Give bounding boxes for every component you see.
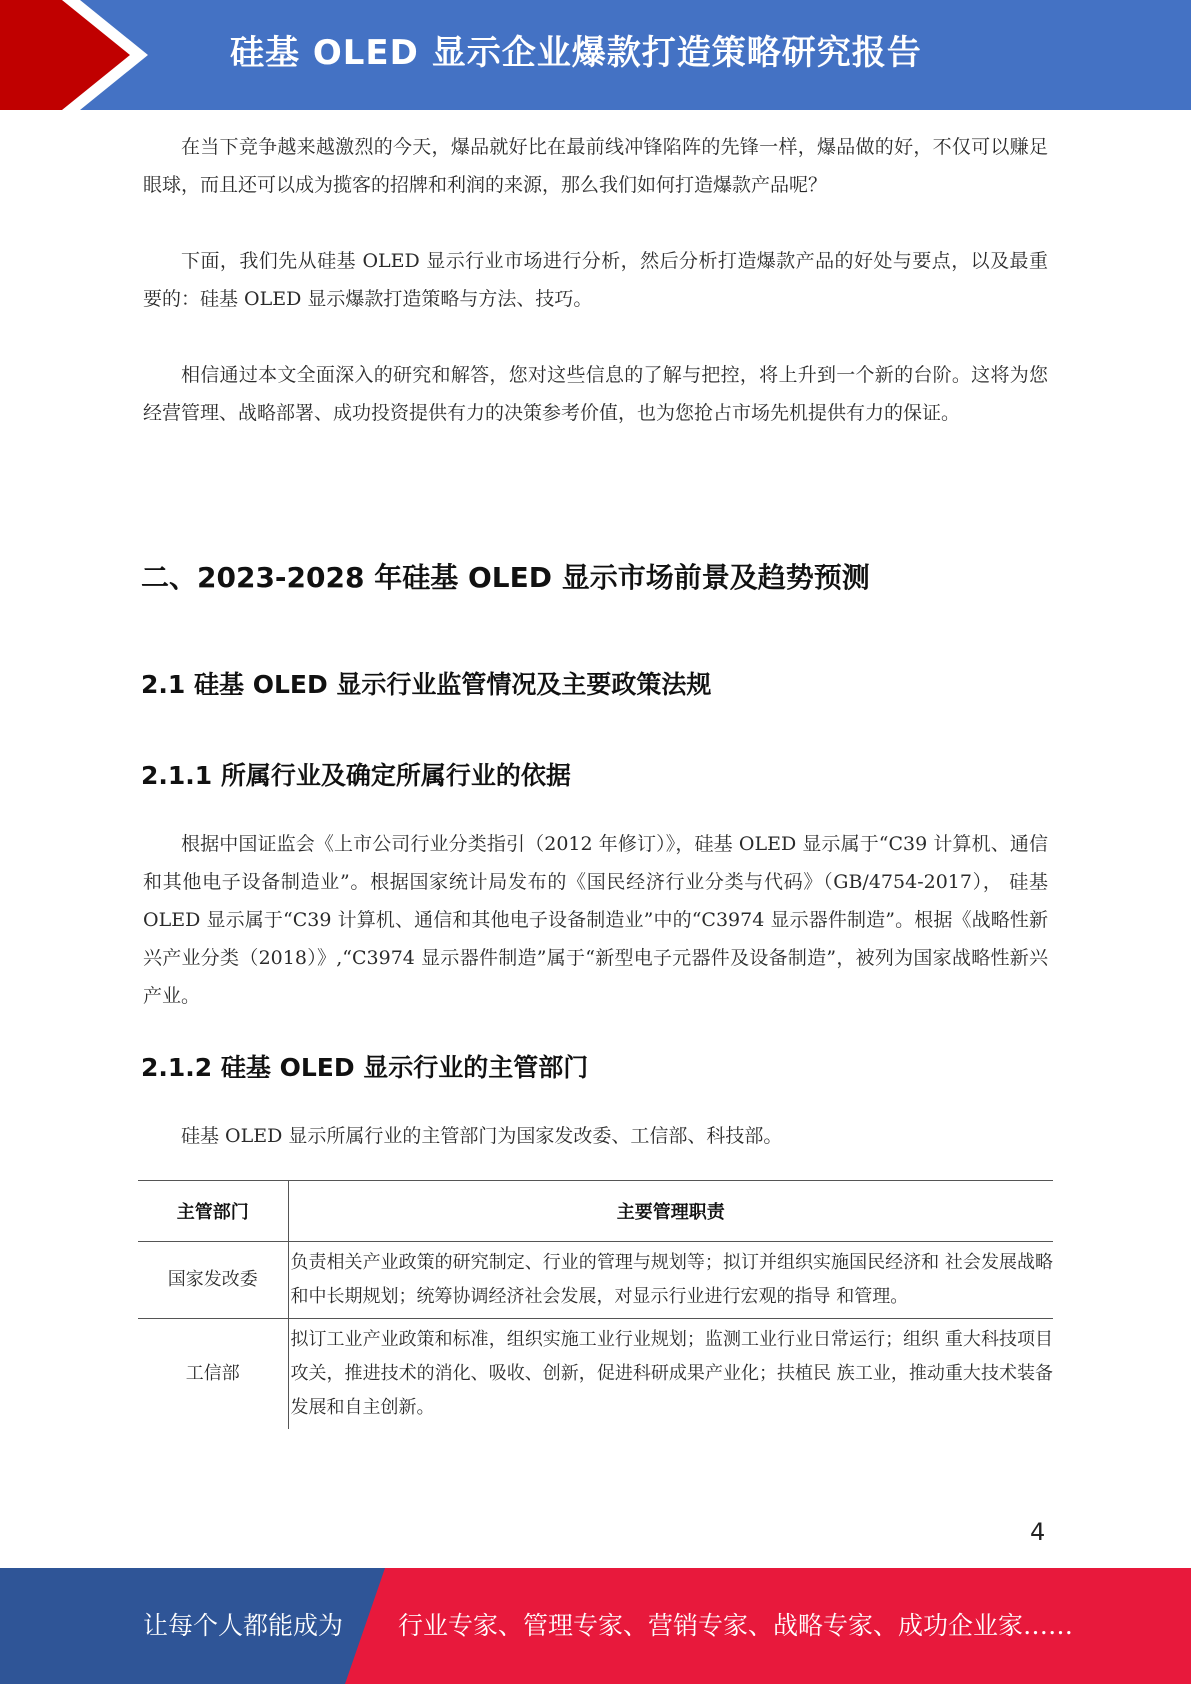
page-number: 4 [1030, 1518, 1046, 1546]
table-cell-duty: 拟订工业产业政策和标准，组织实施工业行业规划；监测工业行业日常运行；组织 重大科技项目攻关，推进技术的消化、吸收、创新，促进科研成果产业化；扶植民 族工业，推动重大技术装备发展和自主创新。 [290, 1329, 1053, 1418]
intro-paragraph-2: 下面，我们先从硅基 OLED 显示行业市场进行分析，然后分析打造爆款产品的好处与要点，以及最重要的：硅基 OLED 显示爆款打造策略与方法、技巧。 [143, 250, 1048, 310]
classification-paragraph: 根据中国证监会《上市公司行业分类指引（2012 年修订）》，硅基 OLED 显示属于“C39 计算机、通信和其他电子设备制造业”。根据国家统计局发布的《国民经济行业分类与代码》（GB/4754-2017）， 硅基 OLED 显示属于“C39 计算机、通信和其他电子设备制造业”中的“C3974 显示器件制造”。根据《战略性新兴产业分类（2018）》,“C3974 显示器件制造”属于“新型电子元器件及设备制造”，被列为国家战略性新兴产业。 [143, 833, 1048, 1007]
page-footer [0, 1568, 1191, 1684]
column-header-dept: 主管部门 [138, 1181, 288, 1242]
table-cell-dept: 国家发改委 [138, 1242, 288, 1319]
section-heading-2-1: 2.1 硅基 OLED 显示行业监管情况及主要政策法规 [141, 670, 712, 699]
table-cell-dept: 工信部 [138, 1319, 288, 1430]
footer-slogan-left: 让每个人都能成为 [143, 1611, 344, 1640]
column-header-duty: 主要管理职责 [288, 1181, 1053, 1242]
table-row [138, 1319, 1053, 1430]
header-arrow-icon [0, 0, 150, 110]
section-heading-2-1-2: 2.1.2 硅基 OLED 显示行业的主管部门 [141, 1053, 589, 1082]
section-heading-2: 二、2023-2028 年硅基 OLED 显示市场前景及趋势预测 [141, 561, 870, 594]
intro-paragraph-3: 相信通过本文全面深入的研究和解答，您对这些信息的了解与把控，将上升到一个新的台阶。这将为您经营管理、战略部署、成功投资提供有力的决策参考价值，也为您抢占市场先机提供有力的保证。 [143, 364, 1048, 424]
intro-paragraph-1: 在当下竞争越来越激烈的今天，爆品就好比在最前线冲锋陷阵的先锋一样，爆品做的好，不仅可以赚足眼球，而且还可以成为揽客的招牌和利润的来源，那么我们如何打造爆款产品呢？ [143, 136, 1048, 196]
section-2-1-2-body [143, 1117, 1048, 1155]
authorities-table [138, 1180, 1053, 1429]
table-cell-duty: 负责相关产业政策的研究制定、行业的管理与规划等；拟订并组织实施国民经济和 社会发展战略和中长期规划；统筹协调经济社会发展，对显示行业进行宏观的指导 和管理。 [288, 1242, 1053, 1319]
report-title: 硅基 OLED 显示企业爆款打造策略研究报告 [230, 33, 922, 73]
table-header-row [138, 1181, 1053, 1242]
table-row [138, 1242, 1053, 1319]
section-2-1-1-body [143, 825, 1048, 1015]
authorities-paragraph: 硅基 OLED 显示所属行业的主管部门为国家发改委、工信部、科技部。 [181, 1125, 783, 1147]
intro-section [143, 128, 1048, 432]
section-heading-2-1-1: 2.1.1 所属行业及确定所属行业的依据 [141, 761, 571, 790]
footer-slogan-right: 行业专家、管理专家、营销专家、战略专家、成功企业家…… [398, 1611, 1074, 1640]
page-header [0, 0, 1191, 110]
